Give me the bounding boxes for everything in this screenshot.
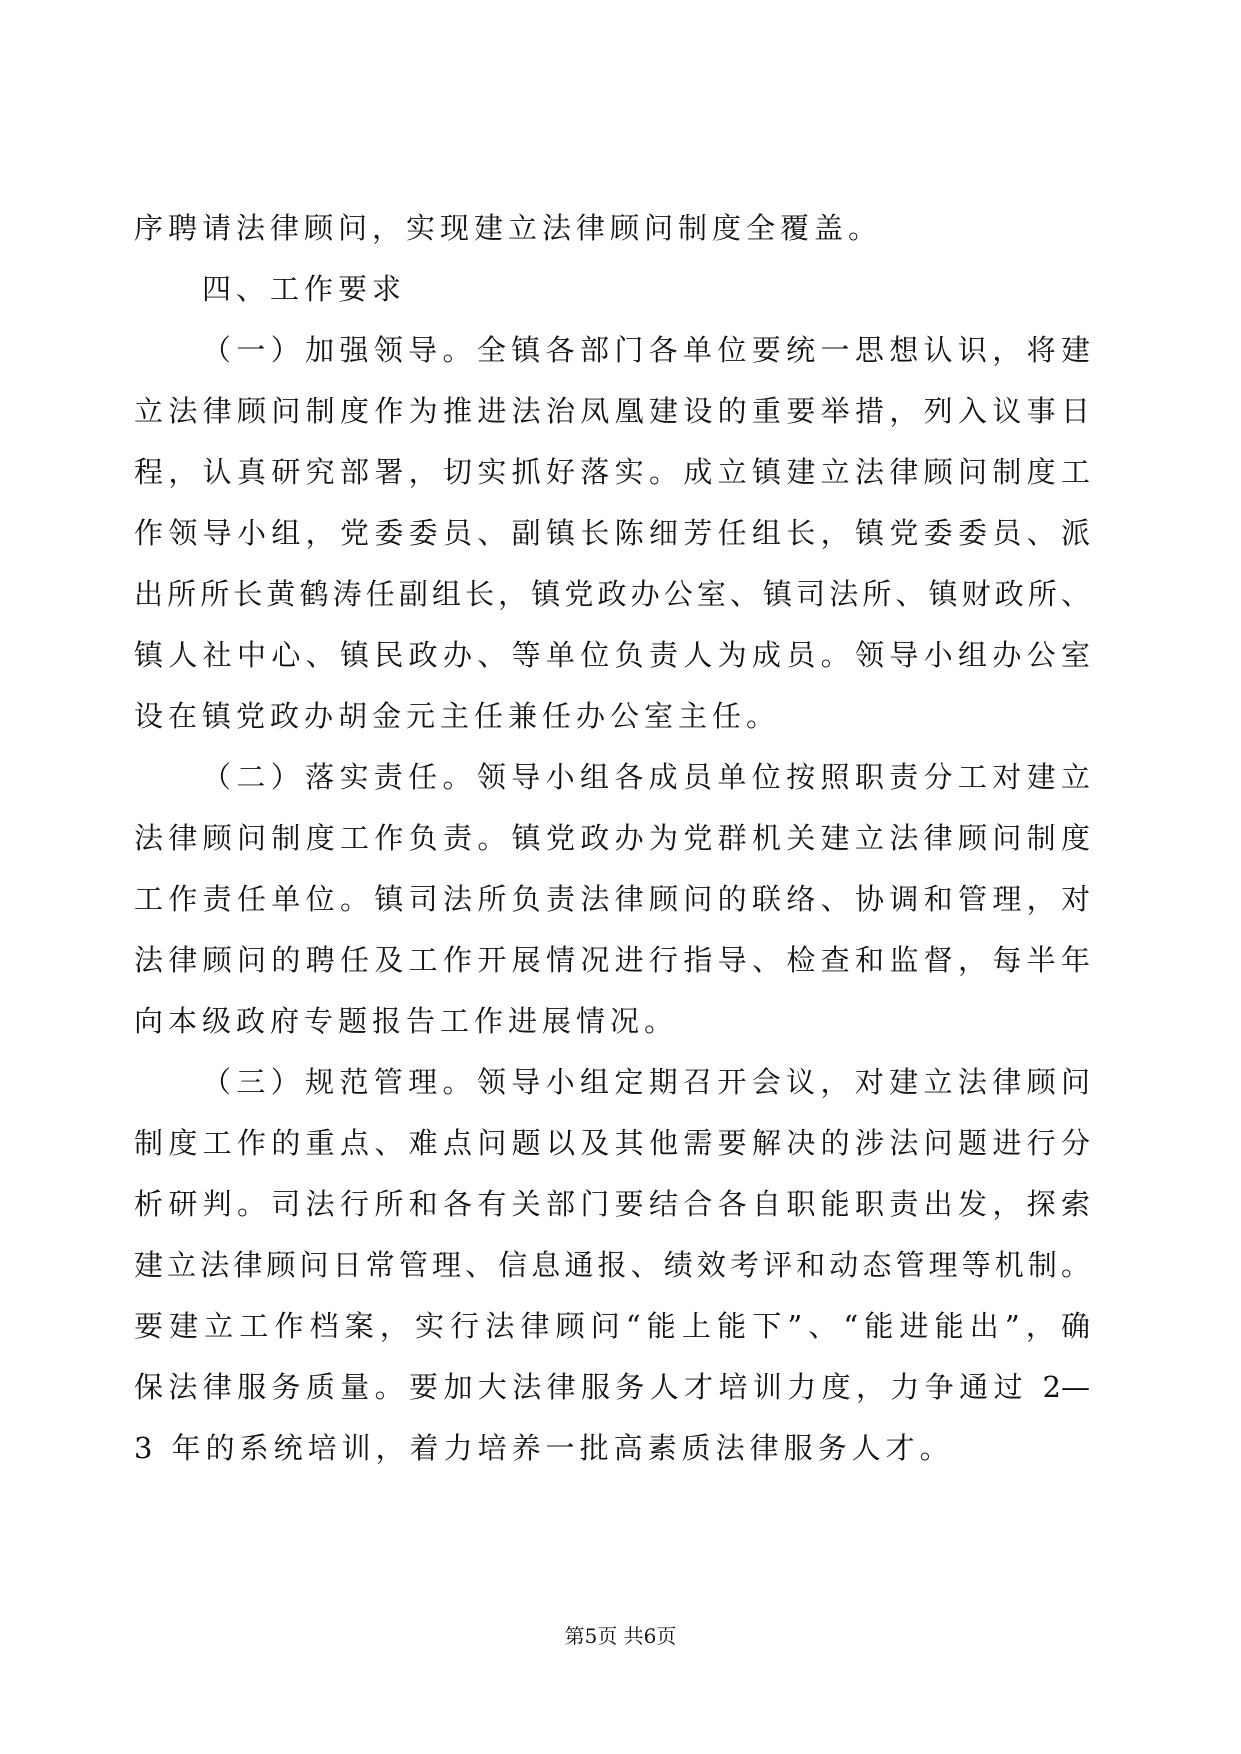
- section-heading: 四、工作要求: [202, 272, 407, 306]
- page-number-footer: 第5页 共6页: [564, 1624, 677, 1648]
- text-line: 出所所长黄鹤涛任副组长，镇党政办公室、镇司法所、镇财政所、: [134, 577, 1090, 611]
- text-line: （一）加强领导。全镇各部门各单位要统一思想认识，将建: [202, 333, 1090, 367]
- text-line: 保法律服务质量。要加大法律服务人才培训力度，力争通过 2—: [134, 1370, 1090, 1404]
- text-line: 法律顾问的聘任及工作开展情况进行指导、检查和监督，每半年: [134, 943, 1090, 977]
- text-line: 工作责任单位。镇司法所负责法律顾问的联络、协调和管理，对: [134, 882, 1090, 916]
- text-line: 序聘请法律顾问，实现建立法律顾问制度全覆盖。: [134, 211, 883, 245]
- text-line: （三）规范管理。领导小组定期召开会议，对建立法律顾问: [202, 1065, 1090, 1099]
- text-line: 制度工作的重点、难点问题以及其他需要解决的涉法问题进行分: [134, 1126, 1090, 1160]
- text-line: （二）落实责任。领导小组各成员单位按照职责分工对建立: [202, 760, 1090, 794]
- text-line: 向本级政府专题报告工作进展情况。: [134, 1004, 679, 1038]
- text-line: 析研判。司法行所和各有关部门要结合各自职能职责出发，探索: [134, 1187, 1090, 1221]
- text-line: 法律顾问制度工作负责。镇党政办为党群机关建立法律顾问制度: [134, 821, 1090, 855]
- text-line: 程，认真研究部署，切实抓好落实。成立镇建立法律顾问制度工: [134, 455, 1090, 489]
- text-line: 立法律顾问制度作为推进法治凤凰建设的重要举措，列入议事日: [134, 394, 1090, 428]
- text-line: 3 年的系统培训，着力培养一批高素质法律服务人才。: [134, 1431, 954, 1465]
- text-line: 建立法律顾问日常管理、信息通报、绩效考评和动态管理等机制。: [134, 1248, 1090, 1282]
- text-line: 作领导小组，党委委员、副镇长陈细芳任组长，镇党委委员、派: [134, 516, 1090, 550]
- text-line: 镇人社中心、镇民政办、等单位负责人为成员。领导小组办公室: [134, 638, 1090, 672]
- text-line: 设在镇党政办胡金元主任兼任办公室主任。: [134, 699, 781, 733]
- text-line: 要建立工作档案，实行法律顾问“能上能下”、“能进能出”，确: [134, 1309, 1090, 1343]
